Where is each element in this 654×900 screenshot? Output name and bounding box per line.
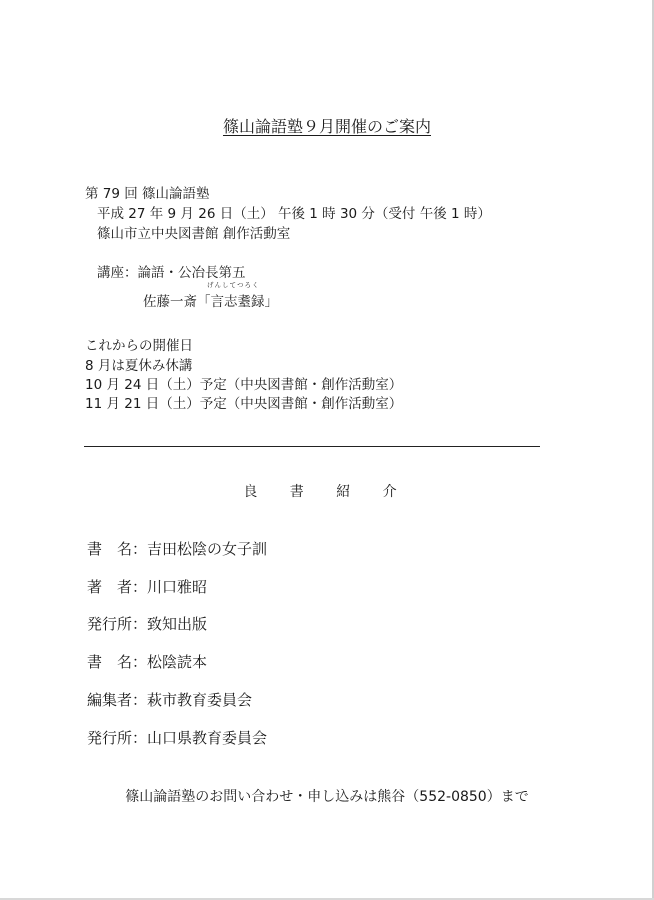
event-datetime: 平成 27 年 9 月 26 日（土） 午後 1 時 30 分（受付 午後 1 時） [97,206,491,222]
book-value: 吉田松陰の女子訓 [147,540,268,558]
schedule-item: 8 月は夏休み休講 [85,358,193,374]
event-venue: 篠山市立中央図書館 創作活動室 [97,226,291,242]
book-value: 致知出版 [147,615,208,633]
book-row: 書 名：吉田松陰の女子訓 [87,540,268,558]
event-number: 第 79 回 篠山論語塾 [85,186,210,202]
lecture-prefix: 講座： [97,265,138,281]
book-label: 編集者 [87,691,133,709]
furigana: げんしてつろく [207,281,260,289]
book-value: 萩市教育委員会 [147,691,253,709]
speaker-prefix: 佐藤一斎「 [143,294,211,310]
book-label: 発行所 [87,615,133,633]
book-value: 山口県教育委員会 [147,729,268,747]
book-row: 発行所：致知出版 [87,615,208,633]
lecture-line [97,261,246,281]
schedule-item: 10 月 24 日（土）予定（中央図書館・創作活動室） [85,377,403,393]
section-divider [84,446,540,447]
book-row: 著 者：川口雅昭 [87,578,208,596]
book-row: 発行所：山口県教育委員会 [87,729,268,747]
books-heading: 良 書 紹 介 [243,484,411,500]
document-title [0,114,654,137]
book-label: 書 名 [87,540,133,558]
book-row: 書 名：松陰読本 [87,653,208,671]
book-label: 著 者 [87,578,133,596]
book-label: 発行所 [87,729,133,747]
contact-footer: 篠山論語塾のお問い合わせ・申し込みは熊谷（552-0850）まで [125,789,529,805]
book-label: 書 名 [87,653,133,671]
schedule-item: 11 月 21 日（土）予定（中央図書館・創作活動室） [85,396,403,412]
lecture-speaker-line [143,290,278,310]
book-row: 編集者：萩市教育委員会 [87,691,253,709]
book-value: 松陰読本 [147,653,208,671]
schedule-heading: これからの開催日 [85,338,193,354]
lecture-title: 論語・公冶長第五 [137,265,246,281]
title-text: 篠山論語塾９月開催のご案内 [222,117,431,136]
speaker-suffix: 」 [264,294,278,310]
book-value: 川口雅昭 [147,578,208,596]
lecture-work: 言志耋録 [210,294,265,310]
